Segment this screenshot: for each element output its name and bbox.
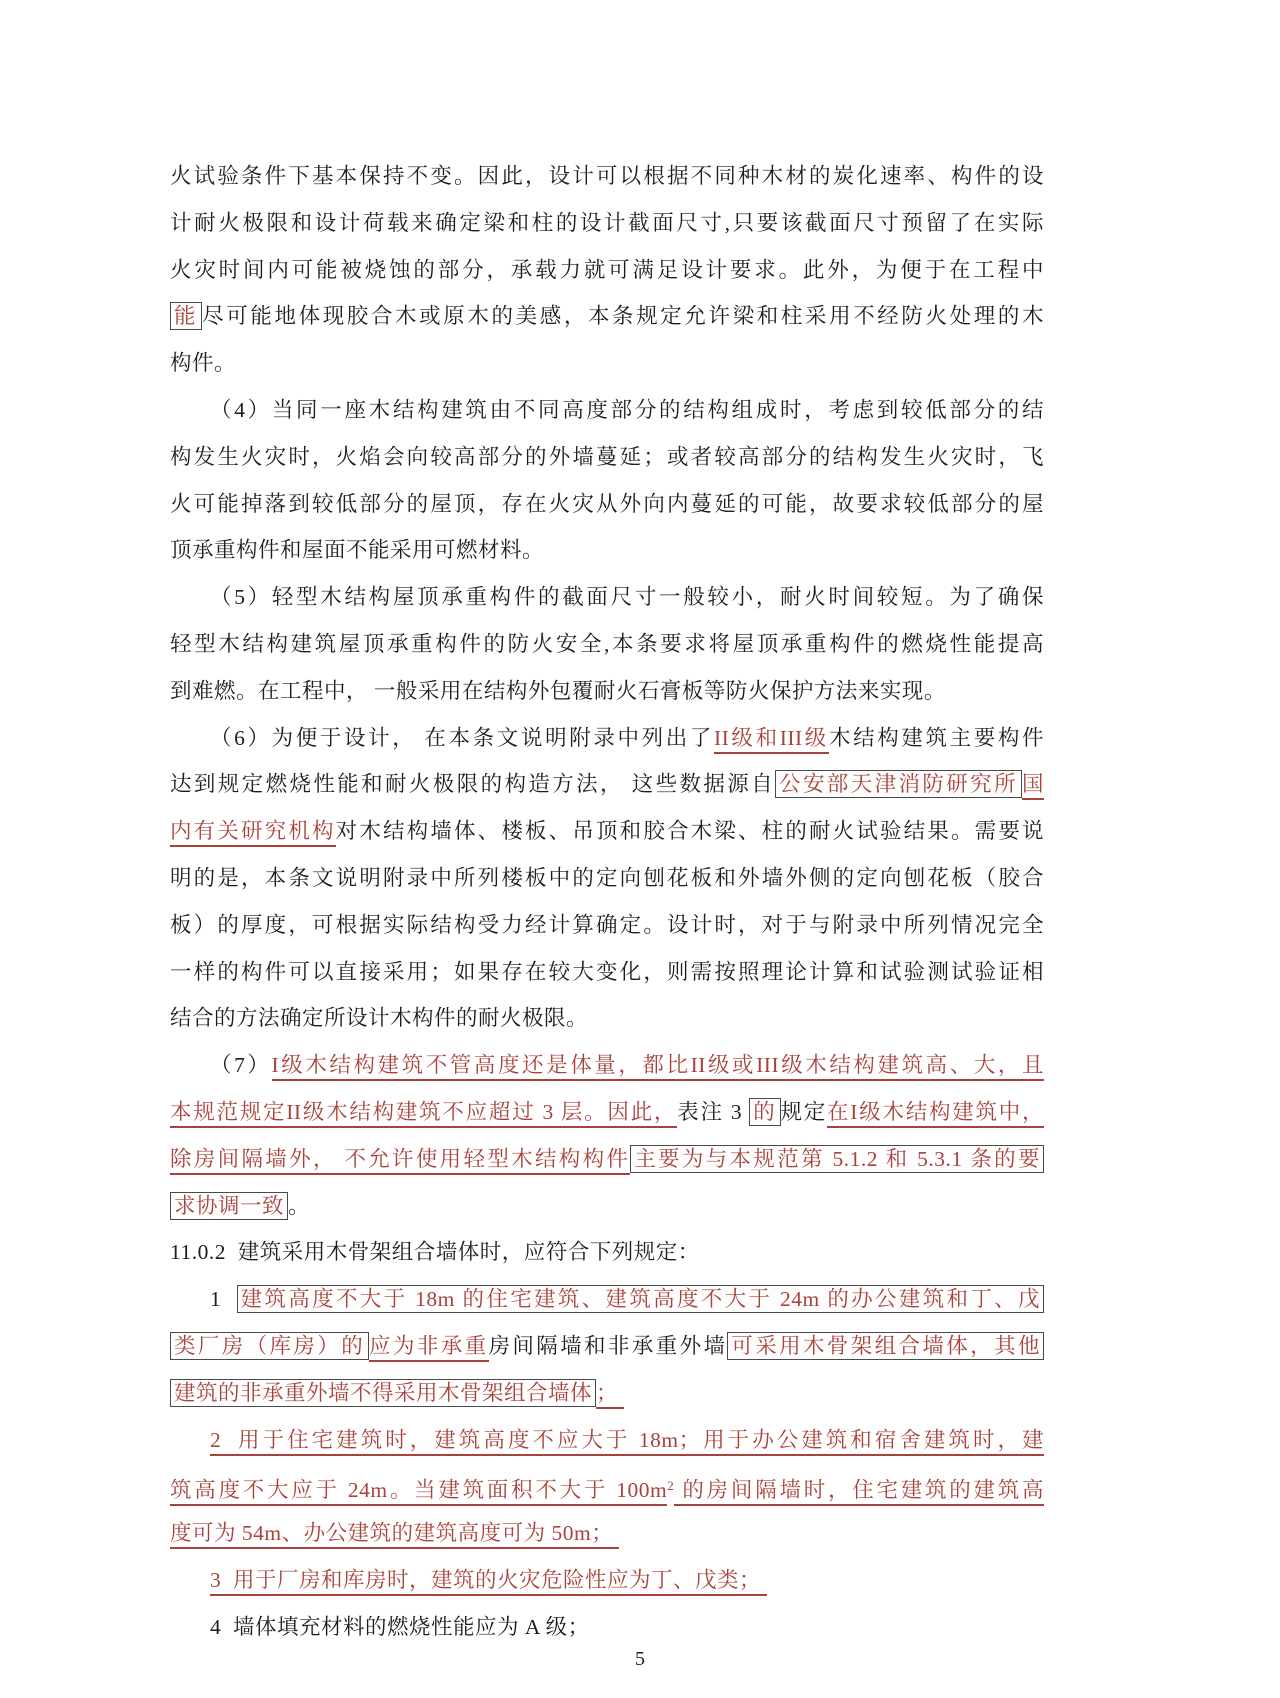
text-line [170,1323,1044,1370]
inserted-text: ； [596,1381,624,1409]
body-text: 。 [288,1193,311,1218]
text-line [170,715,1044,762]
body-text: 表注 3 [677,1099,750,1124]
text-line [170,1276,1044,1323]
text-line [170,621,1044,668]
text-line [170,995,1044,1042]
document-body [170,153,1044,1651]
body-text: 对木结构墙体、楼板、吊顶和胶合木梁、柱的耐火试验结果。需要说 [335,819,1044,844]
body-text: 到难燃。在工程中， 一般采用在结构外包覆耐火石膏板等防火保护方法来实现。 [170,678,946,703]
boxed-revision-text: 可采用木骨架组合墙体，其他 [727,1332,1044,1360]
boxed-revision-text: 能 [170,302,202,330]
text-line [170,855,1044,902]
text-line [170,387,1044,434]
inserted-text: 的房间隔墙时，住宅建筑的建筑高 [674,1478,1044,1506]
boxed-revision-text: 建筑的非承重外墙不得采用木骨架组合墙体 [170,1379,596,1407]
body-text: 1 [210,1287,237,1312]
inserted-text: 2 用于住宅建筑时，建筑高度不应大于 18m；用于办公建筑和宿舍建筑时，建 [210,1428,1044,1456]
inserted-text: 筑高度不大应于 24m。当建筑面积不大于 100m [170,1478,667,1506]
text-line [170,1089,1044,1136]
body-text: 顶承重构件和屋面不能采用可燃材料。 [170,538,545,563]
body-text: 板）的厚度，可根据实际结构受力经计算确定。设计时，对于与附录中所列情况完全 [170,912,1044,937]
inserted-text: 国 [1022,772,1044,800]
body-text: 火可能掉落到较低部分的屋顶，存在火灾从外向内蔓延的可能，故要求较低部分的屋 [170,491,1044,516]
text-line [170,1229,1044,1276]
boxed-revision-text: 求协调一致 [170,1192,288,1220]
page-number: 5 [635,1648,645,1670]
inserted-text: 在I级木结构建筑中， [827,1100,1044,1128]
inserted-text: II级和III级 [714,726,829,754]
inserted-text: 本规范规定II级木结构建筑不应超过 3 层。因此， [170,1100,677,1128]
text-line [170,761,1044,808]
text-line [170,247,1044,294]
text-line [170,200,1044,247]
body-text: 火试验条件下基本保持不变。因此，设计可以根据不同种木材的炭化速率、构件的设 [170,164,1044,188]
text-line [170,1136,1044,1183]
text-line [170,527,1044,574]
body-text: 尽可能地体现胶合木或原木的美感，本条规定允许梁和柱采用不经防火处理的木 [202,304,1044,329]
body-text: 4 墙体填充材料的燃烧性能应为 A 级； [210,1614,590,1639]
inserted-text: 内有关研究机构 [170,819,336,847]
text-line [170,153,1044,200]
body-text: 火灾时间内可能被烧蚀的部分，承载力就可满足设计要求。此外，为便于在工程中 [170,257,1044,282]
text-line [170,340,1044,387]
body-text: 轻型木结构建筑屋顶承重构件的防火安全,本条要求将屋顶承重构件的燃烧性能提高 [170,631,1044,656]
inserted-text: 除房间隔墙外， 不允许使用轻型木结构构件 [170,1147,630,1175]
body-text: 结合的方法确定所设计木构件的耐火极限。 [170,1006,589,1031]
text-line [170,1557,1044,1604]
inserted-text: 3 用于厂房和库房时，建筑的火灾危险性应为丁、戊类； [210,1568,767,1596]
inserted-text: I级木结构建筑不管高度还是体量，都比II级或III级木结构建筑高、大，且 [272,1053,1045,1081]
body-text: （4）当同一座木结构建筑由不同高度部分的结构组成时，考虑到较低部分的结 [210,397,1044,422]
text-line [170,1510,1044,1557]
boxed-revision-text: 类厂房（库房）的 [170,1332,369,1360]
text-line [170,668,1044,715]
body-text: 计耐火极限和设计荷载来确定梁和柱的设计截面尺寸,只要该截面尺寸预留了在实际 [170,210,1044,235]
body-text: 构发生火灾时，火焰会向较高部分的外墙蔓延；或者较高部分的结构发生火灾时，飞 [170,444,1044,469]
text-line [170,1417,1044,1464]
body-text: （6）为便于设计， 在本条文说明附录中列出了 [210,725,714,750]
boxed-revision-text: 公安部天津消防研究所 [775,770,1022,798]
boxed-revision-text: 建筑高度不大于 18m 的住宅建筑、建筑高度不大于 24m 的办公建筑和丁、戊 [237,1285,1044,1313]
inserted-text: 应为非承重 [369,1334,488,1362]
superscript-text: 2 [667,1478,675,1494]
text-line [170,481,1044,528]
body-text: 房间隔墙和非承重外墙 [488,1333,728,1358]
text-line [170,293,1044,340]
body-text: 规定 [780,1099,828,1124]
body-text: 达到规定燃烧性能和耐火极限的构造方法， 这些数据源自 [170,772,776,797]
text-line [170,434,1044,481]
text-line [170,1183,1044,1230]
text-line [170,949,1044,996]
body-text: 11.0.2 建筑采用木骨架组合墙体时，应符合下列规定： [170,1240,700,1265]
text-line [170,574,1044,621]
text-line [170,1370,1044,1417]
inserted-text: 度可为 54m、办公建筑的建筑高度可为 50m； [170,1521,619,1549]
body-text: （7） [210,1053,272,1078]
text-line [170,902,1044,949]
text-line [170,1042,1044,1089]
body-text: 一样的构件可以直接采用；如果存在较大变化，则需按照理论计算和试验测试验证相 [170,959,1044,984]
body-text: 明的是，本条文说明附录中所列楼板中的定向刨花板和外墙外侧的定向刨花板（胶合 [170,865,1044,890]
body-text: 木结构建筑主要构件 [828,725,1044,750]
boxed-revision-text: 的 [749,1098,780,1126]
text-line [170,1604,1044,1651]
text-line [170,808,1044,855]
boxed-revision-text: 主要为与本规范第 5.1.2 和 5.3.1 条的要 [630,1145,1044,1173]
body-text: 构件。 [170,351,237,376]
text-line [170,1463,1044,1510]
body-text: （5）轻型木结构屋顶承重构件的截面尺寸一般较小，耐火时间较短。为了确保 [210,585,1044,610]
